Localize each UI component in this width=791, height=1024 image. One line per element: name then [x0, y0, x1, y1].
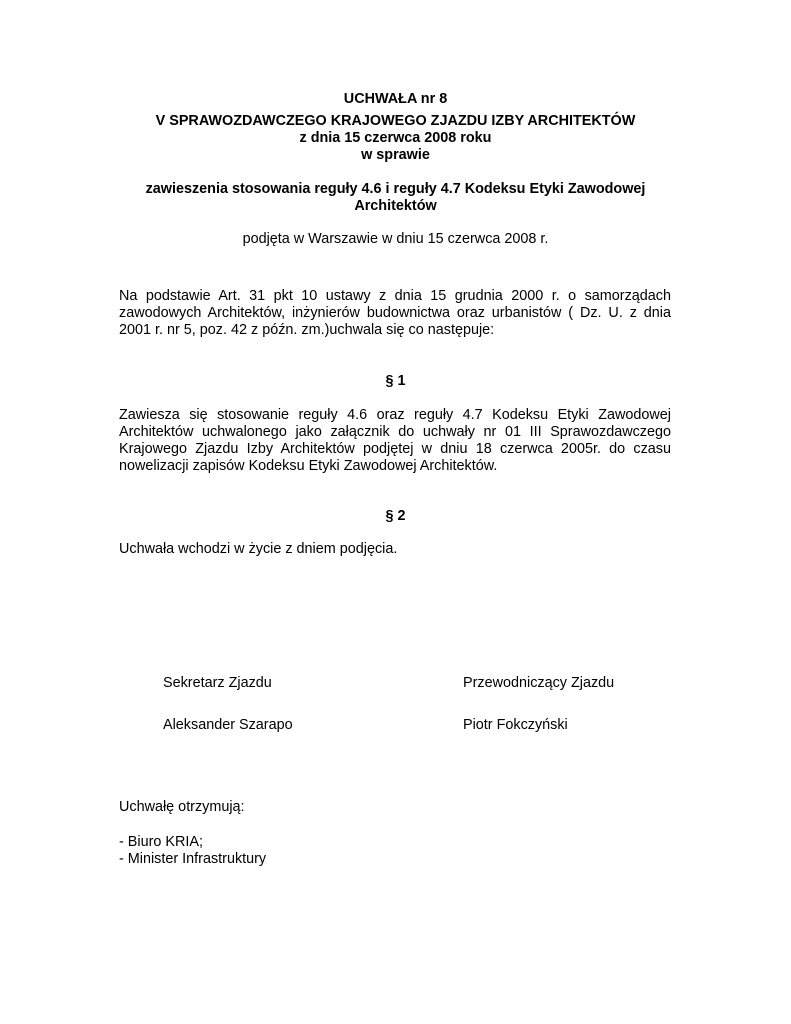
section-1-line-3: Krajowego Zjazdu Izby Architektów podjętej w dniu 18 czerwca 2005r. do czasu	[119, 441, 671, 457]
chairman-role: Przewodniczący Zjazdu	[463, 675, 615, 691]
section-1-line-2: Architektów uchwalonego jako załącznik do uchwały nr 01 III Sprawozdawczego	[119, 424, 671, 440]
resolution-title: UCHWAŁA nr 8	[343, 91, 448, 107]
subject-line-2: Architektów	[354, 198, 437, 214]
legal-basis-line-3: 2001 r. nr 5, poz. 42 z późn. zm.)uchwala się co następuje:	[119, 322, 495, 338]
section-2-text: Uchwała wchodzi w życie z dniem podjęcia.	[119, 541, 398, 557]
legal-basis-line-1: Na podstawie Art. 31 pkt 10 ustawy z dnia 15 grudnia 2000 r. o samorządach	[119, 288, 671, 304]
recipient-item-2: - Minister Infrastruktury	[119, 851, 267, 867]
chairman-name: Piotr Fokczyński	[463, 717, 568, 733]
adoption-statement: podjęta w Warszawie w dniu 15 czerwca 2008 r.	[242, 231, 549, 247]
legal-basis-line-2: zawodowych Architektów, inżynierów budownictwa oraz urbanistów ( Dz. U. z dnia	[119, 305, 671, 321]
resolution-date: z dnia 15 czerwca 2008 roku	[299, 130, 492, 146]
section-2-heading: § 2	[385, 508, 406, 524]
matter-intro: w sprawie	[361, 147, 430, 163]
section-1-heading: § 1	[385, 373, 406, 389]
secretary-role: Sekretarz Zjazdu	[163, 675, 272, 691]
recipient-item-1: - Biuro KRIA;	[119, 834, 203, 850]
section-1-line-1: Zawiesza się stosowanie reguły 4.6 oraz reguły 4.7 Kodeksu Etyki Zawodowej	[119, 407, 671, 423]
section-1-line-4: nowelizacji zapisów Kodeksu Etyki Zawodowej Architektów.	[119, 458, 498, 474]
subject-line-1: zawieszenia stosowania reguły 4.6 i reguły 4.7 Kodeksu Etyki Zawodowej	[145, 181, 646, 197]
congress-name: V SPRAWOZDAWCZEGO KRAJOWEGO ZJAZDU IZBY ARCHITEKTÓW	[155, 113, 636, 129]
recipients-heading: Uchwałę otrzymują:	[119, 799, 245, 815]
secretary-name: Aleksander Szarapo	[163, 717, 293, 733]
